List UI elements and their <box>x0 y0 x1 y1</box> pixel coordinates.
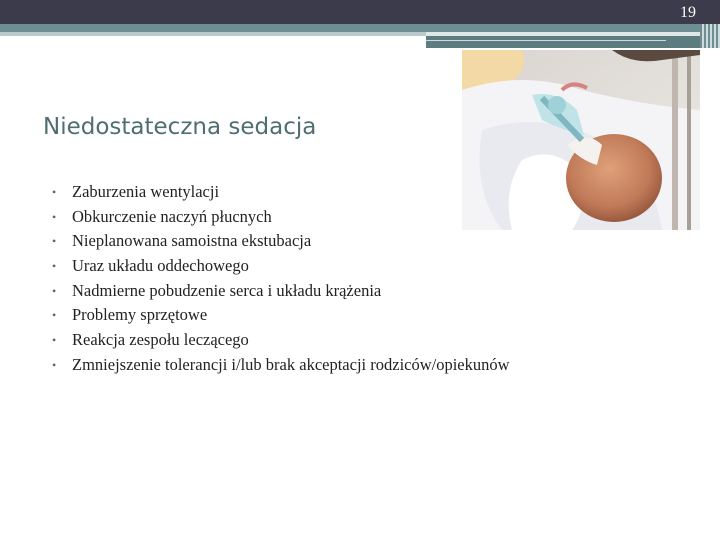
list-item <box>48 205 510 230</box>
bullet-icon: • <box>52 185 57 199</box>
list-item <box>48 303 510 328</box>
list-item <box>48 279 510 304</box>
bullet-icon: • <box>52 333 57 348</box>
list-item-text: Nieplanowana samoistna ekstubacja <box>72 231 312 251</box>
slide-title: Niedostateczna sedacja <box>43 114 317 140</box>
header-band-light <box>0 32 426 36</box>
bullet-icon: • <box>52 259 57 274</box>
page-number: 19 <box>680 4 696 21</box>
list-item <box>48 353 510 378</box>
header-stripes <box>700 24 720 48</box>
list-item <box>48 229 510 254</box>
list-item-text: Uraz układu oddechowego <box>72 256 249 276</box>
list-item-text: Zmniejszenie tolerancji i/lub brak akceptacji rodziców/opiekunów <box>72 354 510 374</box>
bullet-icon: • <box>52 283 57 298</box>
list-item-text: Reakcja zespołu leczącego <box>72 330 249 350</box>
list-item-text: Zaburzenia wentylacji <box>72 182 220 201</box>
header-band-dark <box>426 36 700 48</box>
header-band <box>0 24 700 32</box>
list-item <box>48 254 510 279</box>
bullet-icon: • <box>52 357 57 372</box>
header-band-line <box>426 40 666 41</box>
list-item <box>48 328 510 353</box>
bullet-icon: • <box>52 234 57 249</box>
list-item-text: Obkurczenie naczyń płucnych <box>72 206 272 226</box>
header-bar <box>0 0 720 24</box>
list-item-text: Nadmierne pobudzenie serca i układu krążenia <box>72 280 382 300</box>
list-item-text: Problemy sprzętowe <box>72 305 208 325</box>
bullet-list <box>48 180 510 378</box>
bullet-icon: • <box>52 308 57 323</box>
list-item <box>48 180 510 205</box>
bullet-icon: • <box>52 209 57 224</box>
